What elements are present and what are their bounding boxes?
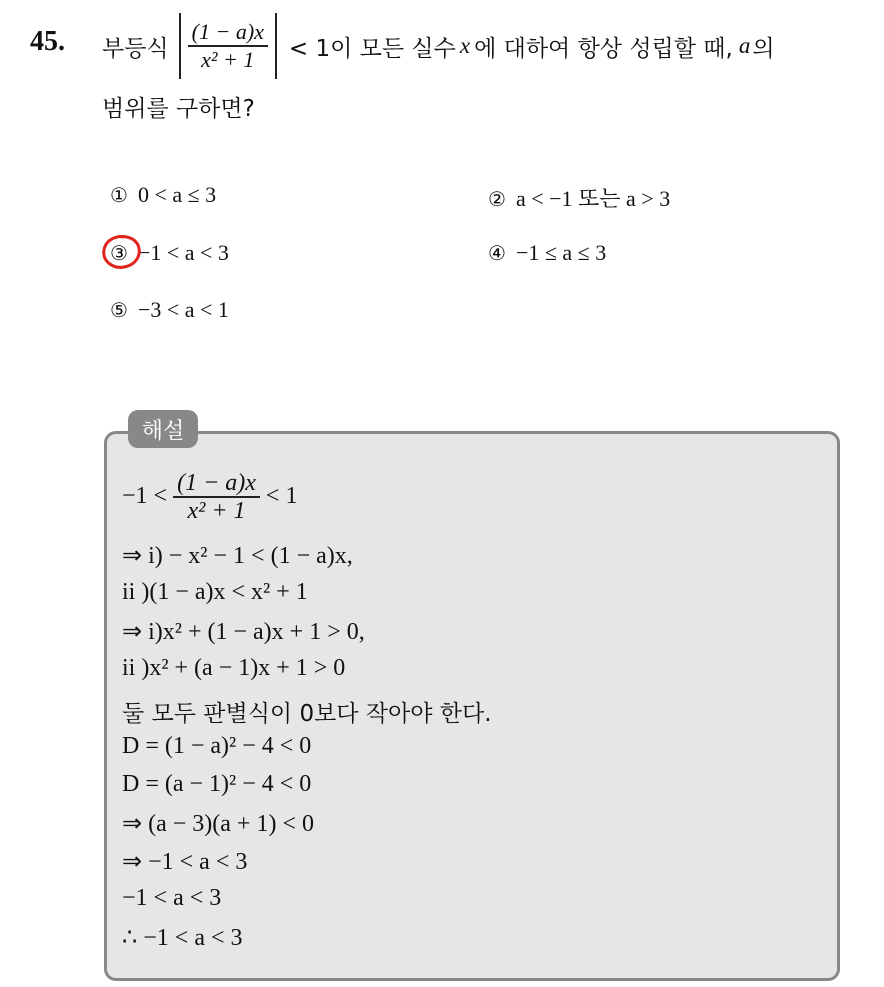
stem-suffix-b: 에 대하여 항상 성립할 때, [474, 35, 733, 62]
choice-5-text: −3 < a < 1 [137, 297, 229, 322]
solution-line-5: 둘 모두 판별식이 0보다 작아야 한다. [122, 701, 492, 727]
stem-var-x: x [459, 33, 471, 58]
stem-var-a: a [738, 33, 751, 58]
solution-line-7: D = (a − 1)² − 4 < 0 [122, 771, 312, 797]
stem-suffix-c: 의 [752, 35, 775, 62]
choice-2-mark: ② [488, 187, 506, 211]
solution-line-9: ⇒ −1 < a < 3 [122, 849, 248, 875]
abs-bar-left [179, 13, 181, 79]
solution-line-10: −1 < a < 3 [122, 885, 222, 911]
choice-1[interactable] [110, 182, 216, 208]
solution-tag: 해설 [128, 410, 198, 448]
solution-line-8: ⇒ (a − 3)(a + 1) < 0 [122, 811, 314, 837]
solution-line-1: ⇒ i) − x² − 1 < (1 − a)x, [122, 543, 353, 569]
solution-line-4: ii )x² + (a − 1)x + 1 > 0 [122, 655, 346, 681]
stem-prefix: 부등식 [102, 35, 169, 62]
choice-5-mark: ⑤ [110, 298, 128, 322]
choice-1-text: 0 < a ≤ 3 [137, 182, 217, 207]
stem-suffix-a: < 1이 모든 실수 [288, 35, 456, 62]
question-stem-line2: 범위를 구하면? [102, 96, 255, 122]
choice-3-mark: ③ [110, 241, 128, 265]
choice-5[interactable] [110, 297, 229, 323]
solution-line-3: ⇒ i)x² + (1 − a)x + 1 > 0, [122, 619, 365, 645]
solution-fraction [173, 470, 260, 524]
question-stem-line1 [102, 10, 775, 82]
abs-bar-right [275, 13, 277, 79]
choice-4-text: −1 ≤ a ≤ 3 [515, 240, 607, 265]
choice-3-text: −1 < a < 3 [137, 240, 229, 265]
choice-1-mark: ① [110, 183, 128, 207]
question-number: 45. [30, 26, 65, 57]
solution-first-right: < 1 [265, 483, 298, 510]
choice-4[interactable] [488, 240, 606, 266]
solution-line-0 [122, 470, 297, 524]
choice-2-text: a < −1 또는 a > 3 [515, 186, 671, 211]
answer-circle-mark [100, 233, 144, 271]
stem-fraction-numerator: (1 − a)x [191, 19, 264, 45]
solution-fraction-numerator: (1 − a)x [177, 470, 256, 496]
solution-line-6: D = (1 − a)² − 4 < 0 [122, 733, 312, 759]
solution-fraction-denominator: x² + 1 [187, 497, 246, 524]
stem-fraction-denominator: x² + 1 [201, 46, 255, 72]
answer-circle-stroke [104, 237, 139, 268]
solution-first-left: −1 < [122, 483, 168, 510]
choice-4-mark: ④ [488, 241, 506, 265]
solution-line-2: ii )(1 − a)x < x² + 1 [122, 579, 308, 605]
choice-2[interactable] [488, 182, 670, 213]
solution-line-11: ∴ −1 < a < 3 [122, 925, 243, 951]
stem-fraction [188, 19, 268, 73]
